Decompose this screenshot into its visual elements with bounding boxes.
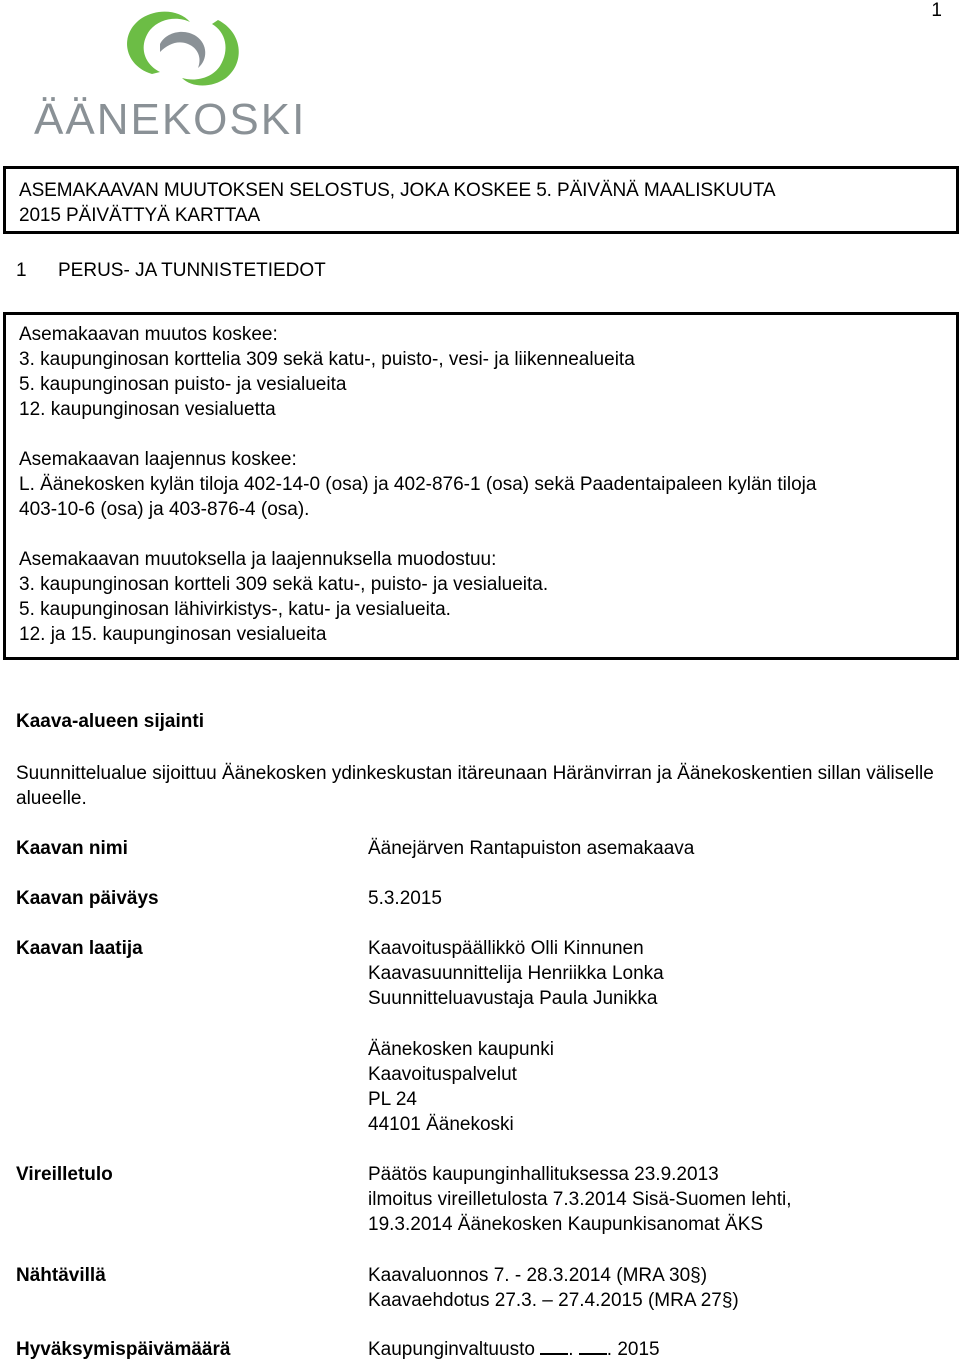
address-line: Äänekosken kaupunki (368, 1039, 554, 1060)
laajennus-paragraph (19, 447, 956, 522)
kaavan-laatija-value (368, 936, 664, 1011)
muutos-paragraph (19, 322, 956, 422)
muodostuu-line: 12. ja 15. kaupunginosan vesialueita (19, 624, 327, 645)
muodostuu-paragraph (19, 547, 956, 647)
logo-emblem (127, 12, 239, 86)
vireilletulo-label: Vireilletulo (16, 1164, 113, 1185)
laajennus-line: Asemakaavan laajennus koskee: (19, 449, 297, 470)
muutos-line: 5. kaupunginosan puisto- ja vesialueita (19, 374, 347, 395)
document-title-line-2: 2015 PÄIVÄTTYÄ KARTTAA (19, 205, 261, 226)
kaavan-laatija-label: Kaavan laatija (16, 938, 143, 959)
hyvaksymispaivamaara-value (368, 1337, 660, 1362)
section-title: PERUS- JA TUNNISTETIEDOT (58, 260, 326, 281)
hyvaksymis-sep: . (568, 1339, 574, 1360)
logo-wordmark: ÄÄNEKOSKI (34, 95, 307, 139)
vireilletulo-line: 19.3.2014 Äänekosken Kaupunkisanomat ÄKS (368, 1214, 764, 1235)
vireilletulo-value (368, 1162, 792, 1237)
sijainti-heading: Kaava-alueen sijainti (16, 711, 204, 732)
address-line: Kaavoituspalvelut (368, 1064, 517, 1085)
laatija-line: Kaavasuunnittelija Henriikka Lonka (368, 963, 664, 984)
sijainti-text: Suunnittelualue sijoittuu Äänekosken ydinkeskustan itäreunaan Häränvirran ja Äänekoskentien sillan väliselle alueelle. (16, 763, 934, 809)
kaavan-nimi-label: Kaavan nimi (16, 838, 128, 859)
nahtavilla-line: Kaavaehdotus 27.3. – 27.4.2015 (MRA 27§) (368, 1290, 739, 1311)
document-title-line-1: ASEMAKAAVAN MUUTOKSEN SELOSTUS, JOKA KOSKEE 5. PÄIVÄNÄ MAALISKUUTA (19, 180, 776, 201)
month-blank (579, 1337, 607, 1355)
laajennus-line: L. Äänekosken kylän tiloja 402-14-0 (osa) ja 402-876-1 (osa) sekä Paadentaipaleen kylän tiloja (19, 474, 817, 495)
address-block (368, 1037, 554, 1137)
muutos-line: Asemakaavan muutos koskee: (19, 324, 278, 345)
muodostuu-line: Asemakaavan muutoksella ja laajennuksella muodostuu: (19, 549, 497, 570)
kaavan-paivays-value: 5.3.2015 (368, 888, 442, 909)
hyvaksymis-year: . 2015 (606, 1339, 660, 1360)
section-number: 1 (16, 260, 27, 281)
address-line: 44101 Äänekoski (368, 1114, 514, 1135)
kaavan-nimi-value: Äänejärven Rantapuiston asemakaava (368, 838, 695, 859)
nahtavilla-value (368, 1263, 739, 1313)
address-line: PL 24 (368, 1089, 417, 1110)
kaavan-paivays-label: Kaavan päiväys (16, 888, 159, 909)
hyvaksymis-prefix: Kaupunginvaltuusto (368, 1339, 535, 1360)
section-heading (16, 258, 326, 283)
aanekoski-logo (32, 4, 332, 139)
muodostuu-line: 3. kaupunginosan kortteli 309 sekä katu-, puisto- ja vesialueita. (19, 574, 549, 595)
muutos-line: 12. kaupunginosan vesialuetta (19, 399, 276, 420)
laajennus-line: 403-10-6 (osa) ja 403-876-4 (osa). (19, 499, 310, 520)
document-title-box (3, 166, 959, 234)
basic-info-box (3, 312, 959, 660)
nahtavilla-label: Nähtävillä (16, 1265, 106, 1286)
laatija-line: Suunnitteluavustaja Paula Junikka (368, 988, 658, 1009)
hyvaksymispaivamaara-label: Hyväksymispäivämäärä (16, 1339, 231, 1360)
muodostuu-line: 5. kaupunginosan lähivirkistys-, katu- ja vesialueita. (19, 599, 451, 620)
page-number: 1 (931, 0, 942, 21)
muutos-line: 3. kaupunginosan korttelia 309 sekä katu-, puisto-, vesi- ja liikennealueita (19, 349, 635, 370)
laatija-line: Kaavoituspäällikkö Olli Kinnunen (368, 938, 644, 959)
nahtavilla-line: Kaavaluonnos 7. - 28.3.2014 (MRA 30§) (368, 1265, 708, 1286)
day-blank (540, 1337, 568, 1355)
vireilletulo-line: Päätös kaupunginhallituksessa 23.9.2013 (368, 1164, 719, 1185)
vireilletulo-line: ilmoitus vireilletulosta 7.3.2014 Sisä-Suomen lehti, (368, 1189, 792, 1210)
